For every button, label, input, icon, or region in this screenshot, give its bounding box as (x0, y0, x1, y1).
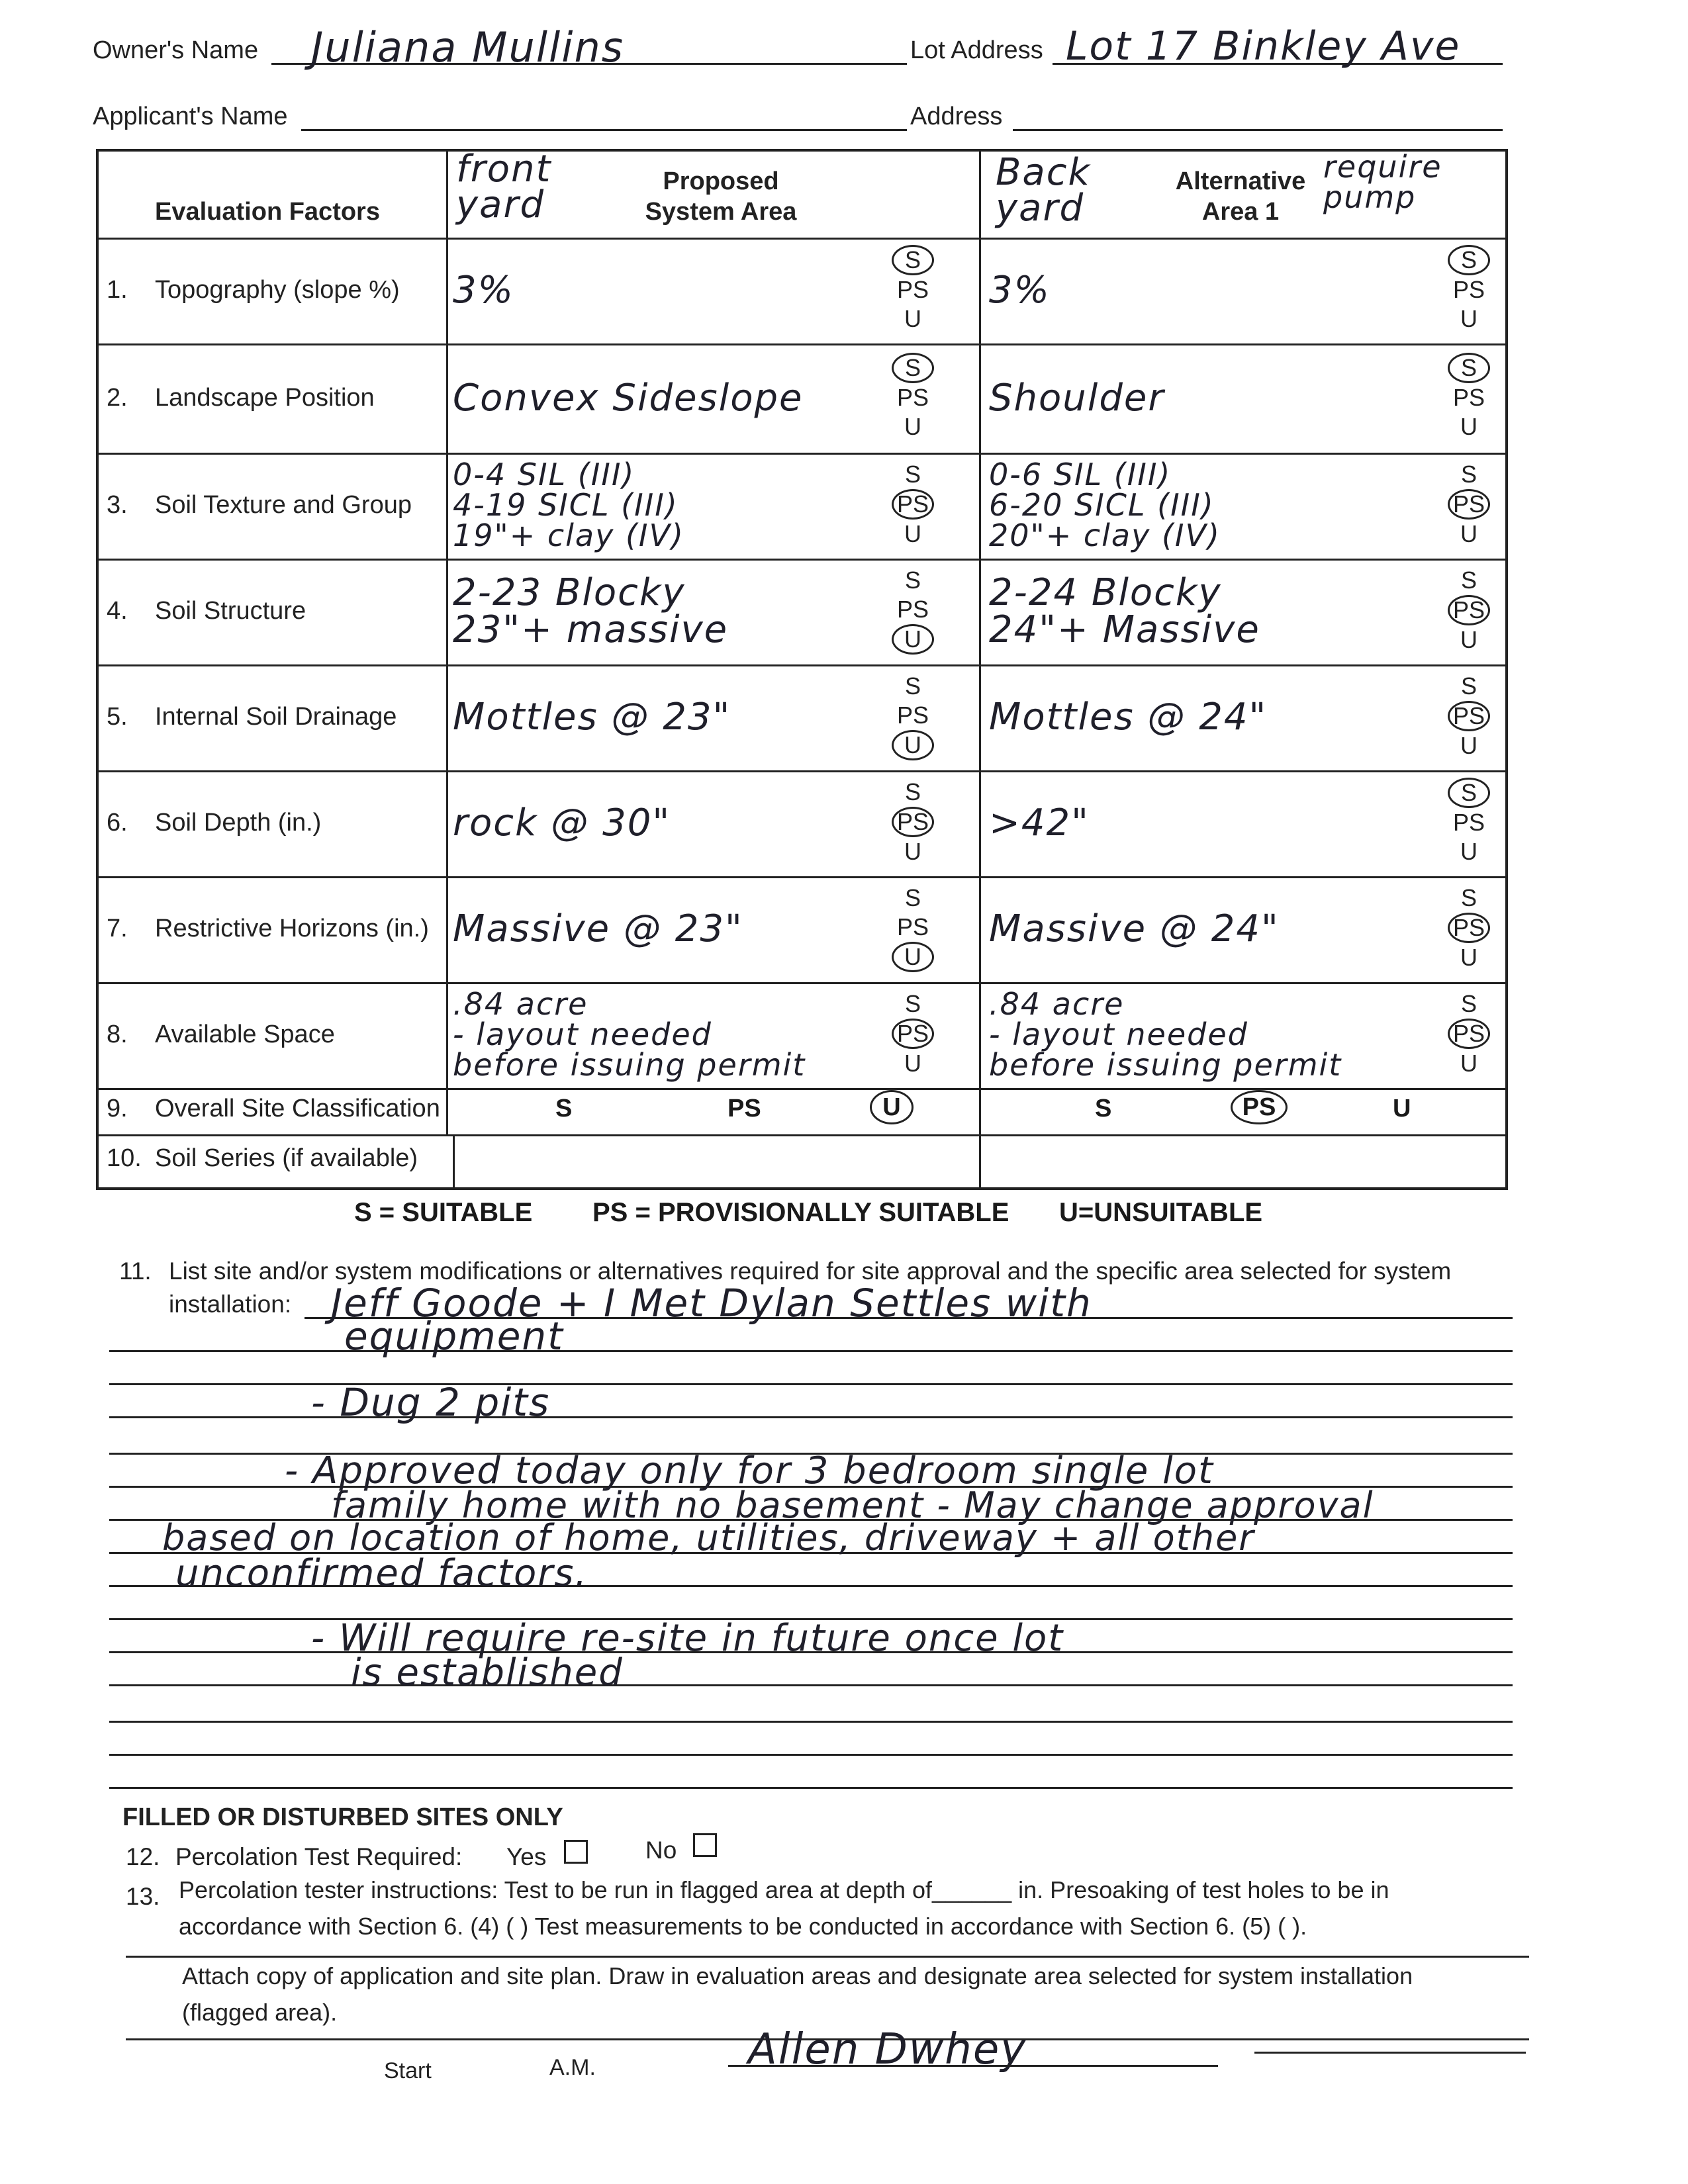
row-divider (99, 982, 1505, 984)
rating-u: U (1460, 626, 1477, 653)
row-divider (99, 453, 1505, 455)
address-label: Address (910, 103, 1003, 130)
divider-q13 (126, 1956, 1529, 1958)
mod-line (109, 1684, 1513, 1686)
alternative-rating (1446, 884, 1492, 972)
mod-line (109, 1754, 1513, 1756)
factor-label: Available Space (155, 1021, 335, 1048)
row-divider (99, 664, 1505, 666)
alternative-note: Back yard (996, 151, 1091, 230)
proposed-value: 19"+ clay (IV) (453, 518, 684, 553)
mod-hand-line-9: is established (351, 1651, 624, 1694)
alternative-value: .84 acre (989, 986, 1125, 1022)
proposed-value: 0-4 SIL (III) (453, 457, 635, 492)
owner-label: Owner's Name (93, 36, 259, 64)
proposed-value: 2-23 Blocky (453, 571, 686, 614)
rating-s: S (904, 990, 921, 1017)
mod-line (109, 1787, 1513, 1789)
item11-text-line1: List site and/or system modifications or alternatives required for site approval and the specific area selected for system (169, 1257, 1452, 1285)
mod-hand-line-8: - Will require re-site in future once lot (311, 1617, 1064, 1660)
rating-s: S (1460, 884, 1477, 911)
mod-hand-line-4: - Approved today only for 3 bedroom single lot (285, 1449, 1214, 1492)
rating-u: U (1460, 838, 1477, 865)
rating-u: U (904, 1050, 921, 1077)
factor-num: 2. (107, 383, 128, 412)
alternative-value: 6-20 SICL (III) (989, 487, 1215, 523)
alternative-rating (1446, 672, 1492, 760)
row-divider (99, 770, 1505, 772)
factor-num: 8. (107, 1021, 128, 1048)
alternative-rating (1446, 353, 1492, 441)
proposed-value: Massive @ 23" (453, 907, 743, 950)
factor-num: 6. (107, 809, 128, 837)
mod-line (109, 1721, 1513, 1723)
rating-ps: PS (1452, 276, 1485, 303)
proposed-rating (890, 245, 936, 334)
alternative-value: 3% (989, 269, 1051, 312)
proposed-rating (890, 566, 936, 655)
proposed-value: Mottles @ 23" (453, 696, 731, 739)
factor-label: Soil Texture and Group (155, 491, 412, 519)
rating-s: S (904, 461, 921, 488)
rating-ps: PS (896, 383, 929, 411)
mod-hand-line-3: - Dug 2 pits (311, 1380, 551, 1425)
divider-bottom (453, 1134, 455, 1187)
factor-num: 3. (107, 491, 128, 519)
rating-ps: PS (1452, 383, 1485, 411)
overall-label: Overall Site Classification (155, 1095, 440, 1122)
evaluation-table (96, 149, 1508, 1190)
divider-factors (446, 152, 448, 1134)
signature: Allen Dwhey (748, 2025, 1027, 2074)
legend-unsuitable: U=UNSUITABLE (1059, 1198, 1263, 1227)
q12-text: Percolation Test Required: (175, 1843, 463, 1870)
alternative-rating (1446, 566, 1492, 655)
rating-u: U (1460, 1050, 1477, 1077)
rating-ps: PS (896, 596, 929, 623)
rating-s: S (904, 884, 921, 911)
q13-line1: Percolation tester instructions: Test to be run in flagged area at depth of______ in. Presoaking of test holes to be in (179, 1876, 1389, 1903)
rating-s: S (1448, 353, 1490, 383)
owner-value: Juliana Mullins (311, 23, 625, 71)
mod-hand-line-1: Jeff Goode + I Met Dylan Settles with (331, 1281, 1092, 1326)
rating-s: S (904, 567, 921, 594)
factor-num: 4. (107, 597, 128, 625)
proposed-value: 3% (453, 269, 514, 312)
rating-s: S (1460, 990, 1477, 1017)
overall-alternative-s: S (1095, 1095, 1112, 1122)
rating-u: U (1460, 944, 1477, 971)
mod-hand-line-5: family home with no basement - May change approval (331, 1484, 1374, 1526)
proposed-value: .84 acre (453, 986, 588, 1022)
factor-num: 1. (107, 276, 128, 304)
rating-ps: PS (892, 1019, 934, 1049)
alternative-value: 24"+ Massive (989, 608, 1260, 651)
row-divider (99, 1088, 1505, 1090)
alternative-value: - layout needed (989, 1017, 1248, 1052)
rating-ps: PS (896, 913, 929, 940)
alternative-rating (1446, 989, 1492, 1078)
rating-ps: PS (892, 489, 934, 520)
alternative-value: 20"+ clay (IV) (989, 518, 1221, 553)
alternative-rating (1446, 460, 1492, 549)
mod-hand-line-6: based on location of home, utilities, driveway + all other (162, 1517, 1255, 1559)
am-label: A.M. (549, 2055, 596, 2080)
factor-num: 7. (107, 915, 128, 942)
rating-u: U (904, 838, 921, 865)
item11-num: 11. (119, 1257, 152, 1285)
proposed-rating (890, 460, 936, 549)
rating-ps: PS (896, 276, 929, 303)
col-header-proposed: Proposed System Area (645, 167, 797, 226)
rating-ps: PS (1448, 1019, 1490, 1049)
factor-label: Landscape Position (155, 383, 375, 412)
rating-ps: PS (892, 807, 934, 837)
q13-num: 13. (126, 1883, 160, 1910)
rating-s: S (1448, 245, 1490, 275)
alternative-value: 2-24 Blocky (989, 571, 1222, 614)
factor-num: 5. (107, 703, 128, 731)
attach-line2: (flagged area). (182, 1999, 338, 2026)
soil-series-label: Soil Series (if available) (155, 1144, 418, 1172)
rating-u: U (1460, 305, 1477, 332)
q13-line2: accordance with Section 6. (4) ( ) Test measurements to be conducted in accordance with Section 6. (5) ( ). (179, 1913, 1307, 1940)
alternative-value: Mottles @ 24" (989, 696, 1268, 739)
overall-proposed-ps: PS (727, 1095, 761, 1122)
alternative-value: >42" (989, 801, 1090, 844)
alternative-rating (1446, 778, 1492, 866)
row-divider (99, 1134, 1505, 1136)
factor-label: Restrictive Horizons (in.) (155, 915, 429, 942)
filled-heading: FILLED OR DISTURBED SITES ONLY (122, 1803, 563, 1831)
rating-s: S (1460, 672, 1477, 700)
proposed-value: rock @ 30" (453, 801, 671, 844)
rating-s: S (1460, 461, 1477, 488)
divider-columns (979, 152, 981, 1187)
rating-u: U (904, 305, 921, 332)
proposed-rating (890, 778, 936, 866)
rating-s: S (904, 778, 921, 805)
factor-label: Soil Depth (in.) (155, 809, 322, 837)
mod-hand-line-2: equipment (344, 1314, 564, 1359)
rating-ps: PS (1452, 809, 1485, 836)
q12-yes-checkbox[interactable] (556, 1840, 588, 1864)
overall-num: 9. (107, 1095, 128, 1122)
proposed-value: - layout needed (453, 1017, 712, 1052)
lot-address-value: Lot 17 Binkley Ave (1066, 23, 1461, 69)
rating-u: U (892, 624, 934, 655)
mod-hand-line-7: unconfirmed factors. (175, 1552, 588, 1595)
proposed-value: Convex Sideslope (453, 376, 804, 420)
overall-alternative-ps: PS (1231, 1090, 1288, 1124)
soil-series-num: 10. (107, 1144, 142, 1172)
proposed-rating (890, 884, 936, 972)
alternative-value: Massive @ 24" (989, 907, 1280, 950)
factor-label: Internal Soil Drainage (155, 703, 397, 731)
q12-no-checkbox[interactable] (685, 1833, 717, 1857)
rating-ps: PS (1448, 701, 1490, 731)
mod-line (109, 1350, 1513, 1352)
rating-ps: PS (1448, 913, 1490, 943)
row-divider (99, 343, 1505, 345)
factor-label: Topography (slope %) (155, 276, 400, 304)
legend-suitable: S = SUITABLE (354, 1198, 533, 1227)
overall-proposed-u: U (870, 1090, 914, 1124)
rating-u: U (904, 412, 921, 440)
proposed-value: 4-19 SICL (III) (453, 487, 679, 523)
col-header-factors: Evaluation Factors (155, 198, 380, 226)
proposed-value: before issuing permit (453, 1047, 806, 1083)
proposed-rating (890, 989, 936, 1078)
q12-num: 12. (126, 1843, 160, 1870)
row-divider (99, 238, 1505, 240)
rating-u: U (904, 520, 921, 547)
rating-s: S (904, 672, 921, 700)
applicant-underline (301, 129, 907, 131)
address-underline (1013, 129, 1503, 131)
overall-alternative-u: U (1393, 1095, 1411, 1122)
rating-s: S (1460, 567, 1477, 594)
q12-yes-label: Yes (506, 1843, 547, 1870)
rating-s: S (1448, 778, 1490, 808)
lot-address-label: Lot Address (910, 36, 1043, 64)
rating-u: U (892, 942, 934, 972)
item11-text-line2: installation: (169, 1291, 292, 1318)
rating-ps: PS (1448, 489, 1490, 520)
rating-u: U (1460, 732, 1477, 759)
start-label: Start (384, 2058, 432, 2083)
proposed-rating (890, 353, 936, 441)
legend-provisionally-suitable: PS = PROVISIONALLY SUITABLE (592, 1198, 1009, 1227)
row-divider (99, 559, 1505, 561)
rating-s: S (892, 245, 934, 275)
attach-line1: Attach copy of application and site plan. Draw in evaluation areas and designate area selected for system installation (182, 1962, 1413, 1989)
proposed-note: front yard (456, 148, 552, 226)
factor-label: Soil Structure (155, 597, 306, 625)
rating-ps: PS (896, 702, 929, 729)
q12-no-label: No (645, 1837, 677, 1864)
alternative-rating (1446, 245, 1492, 334)
proposed-rating (890, 672, 936, 760)
proposed-value: 23"+ massive (453, 608, 729, 651)
alternative-value: before issuing permit (989, 1047, 1342, 1083)
rating-u: U (892, 730, 934, 760)
rating-u: U (1460, 412, 1477, 440)
col-header-alternative: Alternative Area 1 (1175, 167, 1306, 226)
rating-u: U (1460, 520, 1477, 547)
alternative-value: Shoulder (989, 376, 1165, 420)
rating-ps: PS (1448, 595, 1490, 625)
rating-s: S (892, 353, 934, 383)
signature-underline (728, 2065, 1218, 2067)
applicant-label: Applicant's Name (93, 103, 288, 130)
overall-proposed-s: S (555, 1095, 573, 1122)
row-divider (99, 876, 1505, 878)
blank-underline (1254, 2052, 1526, 2054)
alternative-value: 0-6 SIL (III) (989, 457, 1172, 492)
alternative-extra-note: require pump (1323, 149, 1442, 215)
